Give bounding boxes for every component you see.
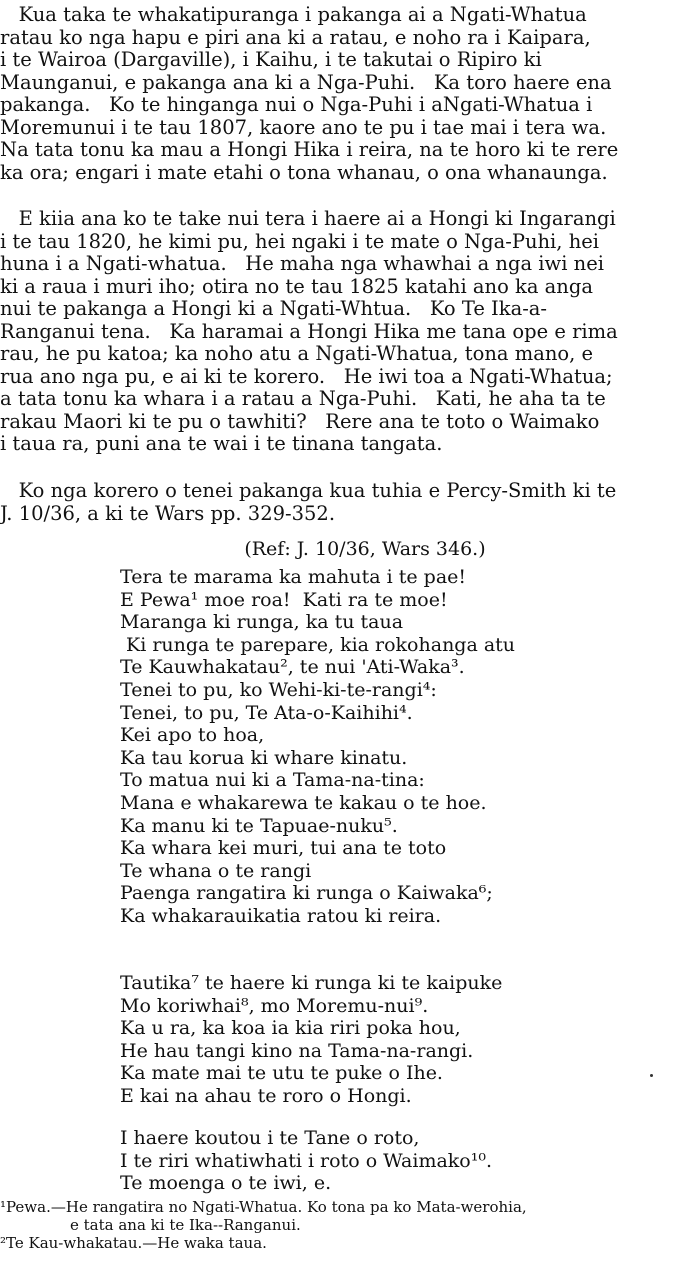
text-line: i te Wairoa (Dargaville), i Kaihu, i te takutai o Ripiro ki [0, 48, 542, 71]
text-line: ka ora; engari i mate etahi o tona whanau, o ona whanaunga. [0, 160, 608, 184]
song-stanza-2 [120, 972, 700, 1108]
text-line: Ranganui tena. Ka haramai a Hongi Hika me tana ope e rima [0, 319, 618, 343]
verse-line: I te riri whatiwhati i roto o Waimako¹⁰. [120, 1149, 493, 1172]
verse-line: Te Kauwhakatau², te nui 'Ati-Waka³. [120, 656, 465, 679]
verse-line: Ka mate mai te utu te puke o Ihe. [120, 1062, 443, 1085]
text-line: huna i a Ngati-whatua. He maha nga whawhai a nga iwi nei [0, 252, 604, 275]
song-reference: (Ref: J. 10/36, Wars 346.) [244, 538, 486, 560]
verse-line: Ka tau korua ki whare kinatu. [120, 746, 408, 769]
verse-line: Ka whara kei muri, tui ana te toto [120, 837, 447, 860]
verse-line: Tautika⁷ te haere ki runga ki te kaipuke [120, 972, 503, 994]
paragraph-2 [0, 208, 700, 456]
verse-line: Ki runga te parepare, kia rokohanga atu [120, 633, 516, 656]
text-line: Kua taka te whakatipuranga i pakanga ai a Ngati-Whatua [0, 4, 587, 26]
text-line: i taua ra, puni ana te wai i te tinana tangata. [0, 432, 443, 455]
verse-line: Kei apo to hoa, [120, 724, 265, 747]
text-line: i te tau 1820, he kimi pu, hei ngaki i te mate o Nga-Puhi, hei [0, 229, 600, 253]
verse-line: Tenei to pu, ko Wehi-ki-te-rangi⁴: [120, 678, 437, 701]
text-line: rua ano nga pu, e ai ki te korero. He iwi toa a Ngati-Whatua; [0, 364, 613, 388]
verse-line: Tera te marama ka mahuta i te pae! [120, 566, 467, 588]
verse-line: E Pewa¹ moe roa! Kati ra te moe! [120, 588, 448, 611]
text-line: ratau ko nga hapu e piri ana ki a ratau, e noho ra i Kaipara, [0, 25, 591, 49]
verse-line: Mana e whakarewa te kakau o te hoe. [120, 791, 487, 814]
footnote-1-continuation: e tata ana ki te Ika--Ranganui. [70, 1216, 301, 1234]
verse-line: Mo koriwhai⁸, mo Moremu-nui⁹. [120, 994, 429, 1017]
verse-line: I haere koutou i te Tane o roto, [120, 1127, 420, 1149]
verse-line: Tenei, to pu, Te Ata-o-Kaihihi⁴. [120, 701, 413, 724]
text-line: rau, he pu katoa; ka noho atu a Ngati-Whatua, tona mano, e [0, 342, 594, 365]
text-line: rakau Maori ki te pu o tawhiti? Rere ana te toto o Waimako [0, 409, 600, 433]
paragraph-1 [0, 4, 700, 184]
verse-line: Te whana o te rangi [120, 859, 312, 882]
verse-line: He hau tangi kino na Tama-na-rangi. [120, 1039, 474, 1062]
stray-print-mark [650, 1074, 653, 1077]
verse-line: Te moenga o te iwi, e. [120, 1172, 332, 1195]
verse-line: Ka manu ki te Tapuae-nuku⁵. [120, 814, 398, 837]
text-line: Maunganui, e pakanga ana ki a Nga-Puhi. Ka toro haere ena [0, 70, 612, 94]
footnote-2: ²Te Kau-whakatau.—He waka taua. [0, 1234, 267, 1252]
text-line: pakanga. Ko te hinganga nui o Nga-Puhi i aNgati-Whatua i [0, 93, 593, 116]
verse-line: Ka whakarauikatia ratou ki reira. [120, 904, 442, 927]
song-stanza-3 [120, 1127, 700, 1195]
verse-line: E kai na ahau te roro o Hongi. [120, 1084, 412, 1107]
paragraph-3 [0, 480, 700, 525]
verse-line: Maranga ki runga, ka tu taua [120, 611, 404, 634]
text-line: ki a raua i muri iho; otira no te tau 1825 katahi ano ka anga [0, 274, 593, 298]
text-line: Ko nga korero o tenei pakanga kua tuhia e Percy-Smith ki te [0, 480, 617, 502]
verse-line: To matua nui ki a Tama-na-tina: [120, 769, 425, 792]
verse-line: Ka u ra, ka koa ia kia riri poka hou, [120, 1017, 461, 1040]
footnote-1: ¹Pewa.—He rangatira no Ngati-Whatua. Ko tona pa ko Mata-werohia, [0, 1198, 527, 1216]
text-line: a tata tonu ka whara i a ratau a Nga-Puhi. Kati, he aha ta te [0, 387, 606, 410]
text-line: Moremunui i te tau 1807, kaore ano te pu i tae mai i tera wa. [0, 115, 607, 139]
text-line: Na tata tonu ka mau a Hongi Hika i reira, na te horo ki te rere [0, 138, 619, 161]
text-line: E kiia ana ko te take nui tera i haere ai a Hongi ki Ingarangi [0, 208, 616, 230]
footnotes [0, 1198, 700, 1252]
text-line: nui te pakanga a Hongi ki a Ngati-Whtua. Ko Te Ika-a- [0, 297, 548, 320]
verse-line: Paenga rangatira ki runga o Kaiwaka⁶; [120, 882, 493, 905]
song-stanza-1 [120, 566, 700, 928]
text-line: J. 10/36, a ki te Wars pp. 329-352. [0, 501, 336, 525]
